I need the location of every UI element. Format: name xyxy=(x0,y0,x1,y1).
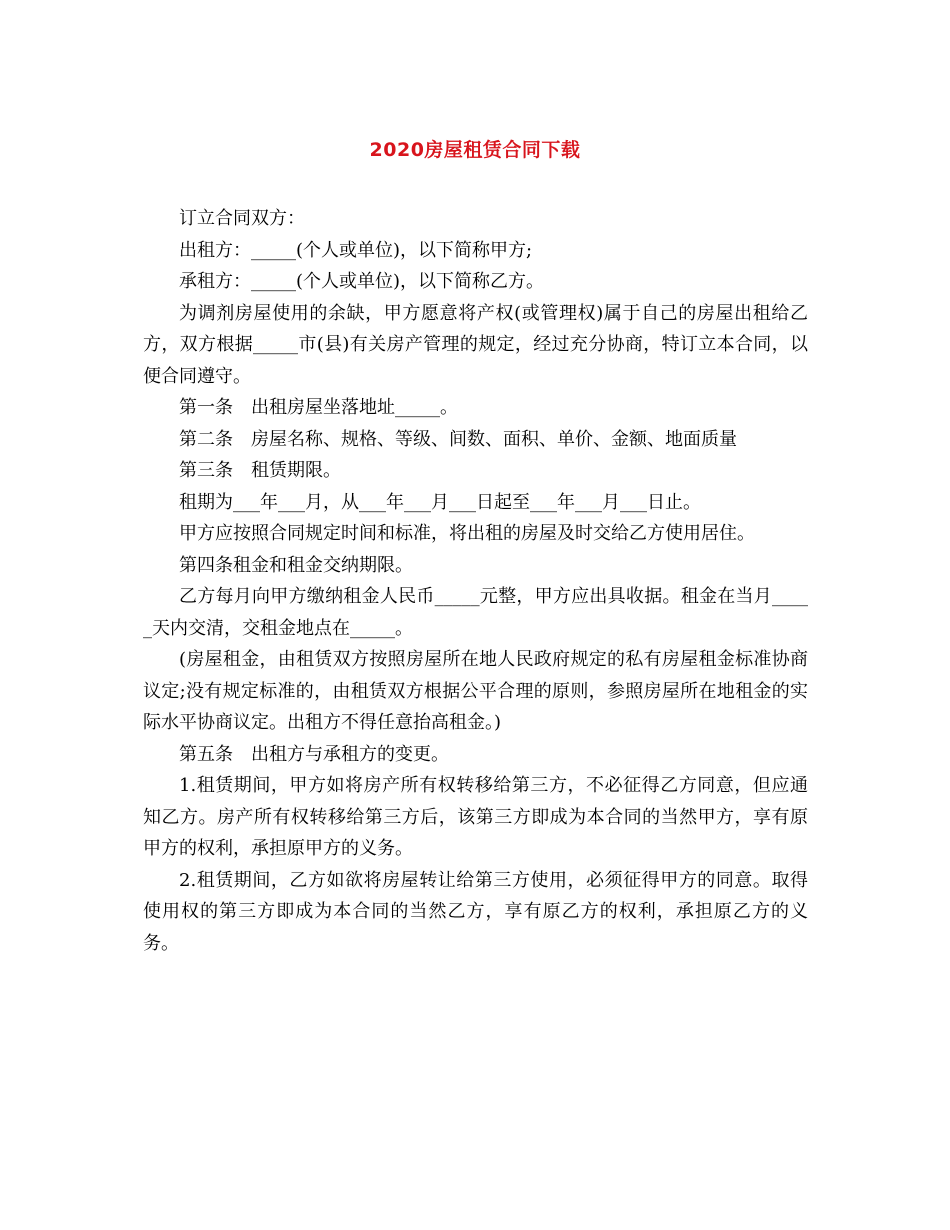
paragraph-clause-5-2: 2.租赁期间，乙方如欲将房屋转让给第三方使用，必须征得甲方的同意。取得使用权的第三方即成为本合同的当然乙方，享有原乙方的权利，承担原乙方的义务。 xyxy=(143,869,808,954)
paragraph-article-1: 第一条 出租房屋坐落地址_____。 xyxy=(179,397,458,418)
paragraph-article-3: 第三条 租赁期限。 xyxy=(179,460,341,481)
paragraph-lease-term: 租期为___年___月，从___年___月___日起至___年___月___日止。 xyxy=(179,491,701,513)
document-body xyxy=(143,203,808,959)
document-title: 2020房屋租赁合同下载 xyxy=(369,139,581,161)
paragraph-article-2: 第二条 房屋名称、规格、等级、间数、面积、单价、金额、地面质量 xyxy=(179,428,737,450)
paragraph-preamble: 为调剂房屋使用的余缺，甲方愿意将产权(或管理权)属于自己的房屋出租给乙方，双方根据_____市(县)有关房产管理的规定，经过充分协商，特订立本合同，以便合同遵守。 xyxy=(143,302,808,387)
paragraph-rent-note: (房屋租金，由租赁双方按照房屋所在地人民政府规定的私有房屋租金标准协商议定;没有规定标准的，由租赁双方根据公平合理的原则，参照房屋所在地租金的实际水平协商议定。出租方不得任意抬高租金。) xyxy=(143,649,808,733)
paragraph-article-4: 第四条租金和租金交纳期限。 xyxy=(179,554,413,576)
paragraph-delivery: 甲方应按照合同规定时间和标准，将出租的房屋及时交给乙方使用居住。 xyxy=(179,523,755,544)
paragraph-rent-payment: 乙方每月向甲方缴纳租金人民币_____元整，甲方应出具收据。租金在当月_____天内交清，交租金地点在_____。 xyxy=(143,586,808,639)
paragraph-lessee: 承租方：_____(个人或单位)，以下简称乙方。 xyxy=(179,271,545,292)
paragraph-lessor: 出租方：_____(个人或单位)，以下简称甲方; xyxy=(179,239,533,261)
paragraph-parties: 订立合同双方： xyxy=(179,208,305,229)
paragraph-clause-5-1: 1.租赁期间，甲方如将房产所有权转移给第三方，不必征得乙方同意，但应通知乙方。房产所有权转移给第三方后，该第三方即成为本合同的当然甲方，享有原甲方的权利，承担原甲方的义务。 xyxy=(143,775,808,859)
paragraph-article-5: 第五条 出租方与承租方的变更。 xyxy=(179,743,449,765)
